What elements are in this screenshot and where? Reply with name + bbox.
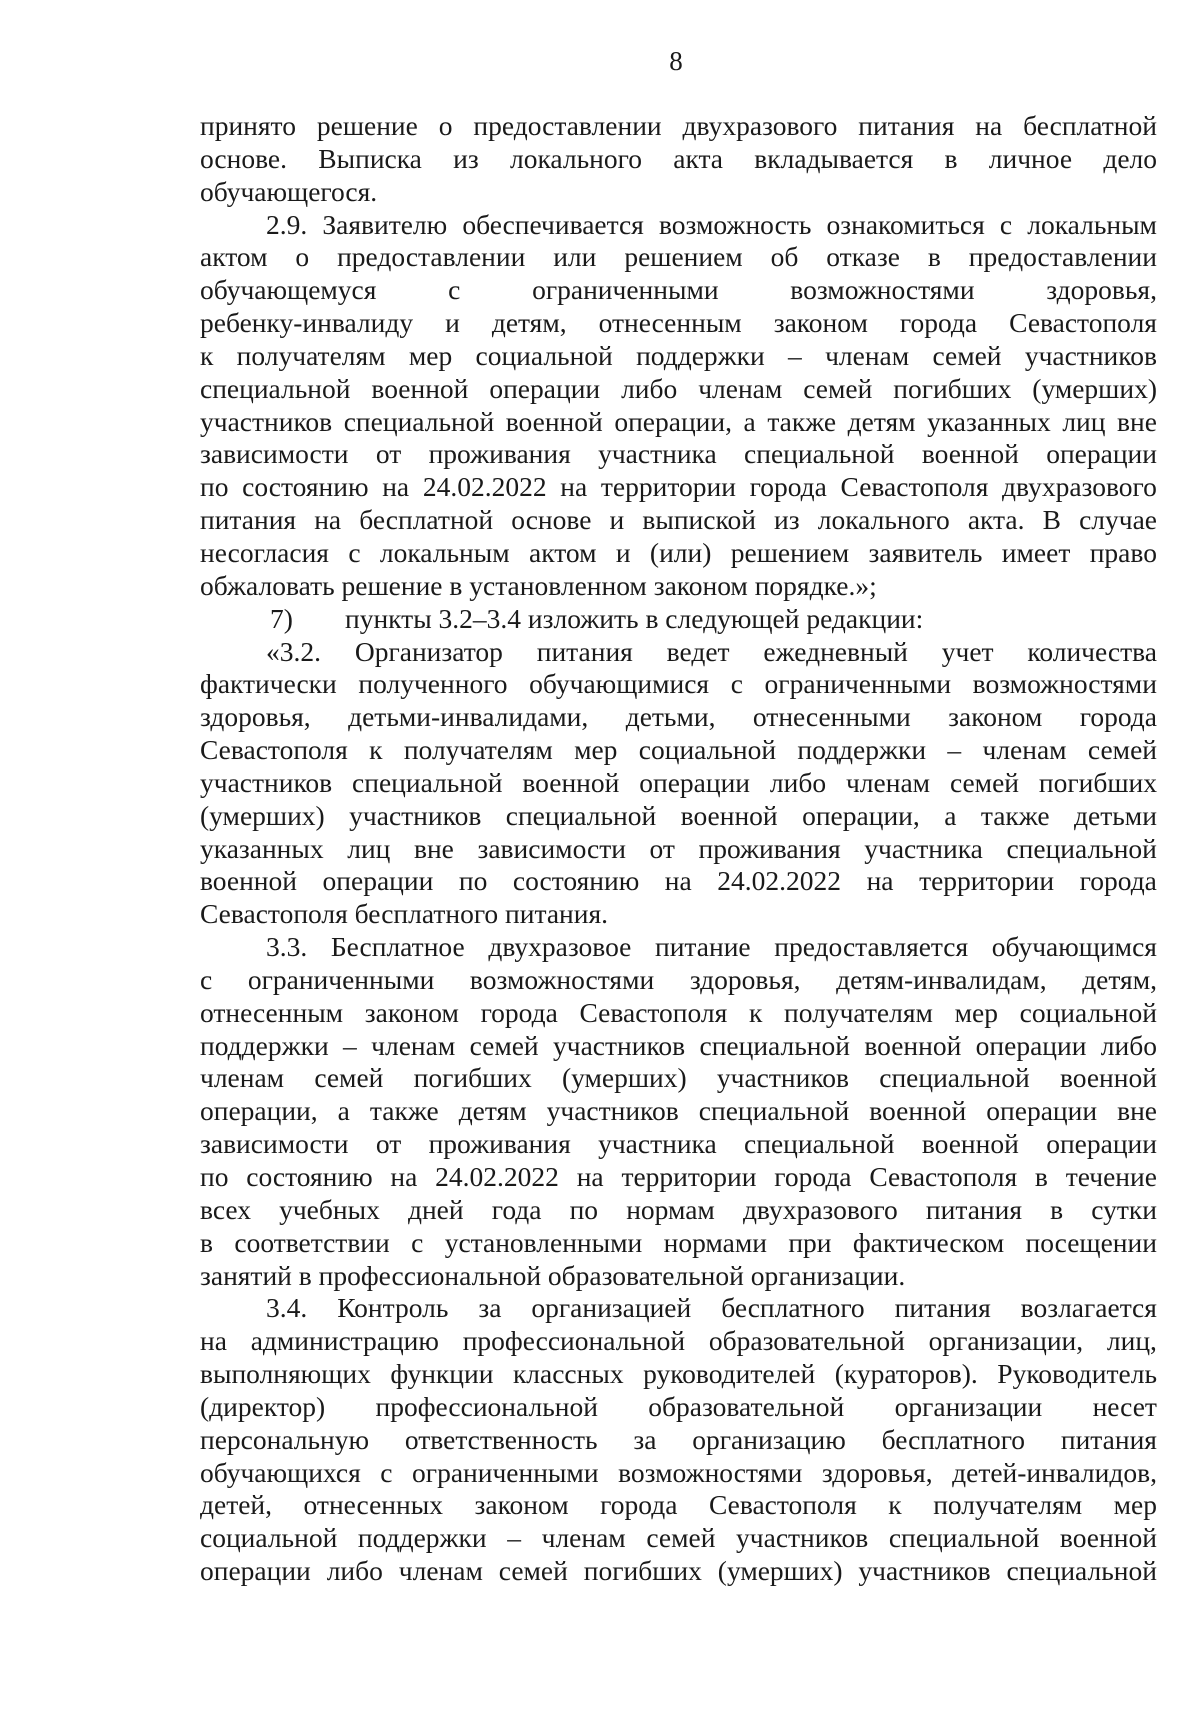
text-line: операции либо членам семей погибших (умерших) участников специальной [200, 1555, 1157, 1587]
text-line: персональную ответственность за организацию бесплатного питания [200, 1423, 1157, 1455]
text-line: обучающемуся с ограниченными возможностями здоровья, [200, 274, 1157, 306]
text-line: участников специальной военной операции либо членам семей погибших [200, 766, 1157, 798]
text-line: выполняющих функции классных руководителей (кураторов). Руководитель [200, 1358, 1157, 1390]
text-line: указанных лиц вне зависимости от проживания участника специальной [200, 832, 1157, 864]
text-line: Севастополя к получателям мер социальной поддержки – членам семей [200, 734, 1157, 766]
text-line: поддержки – членам семей участников специальной военной операции либо [200, 1029, 1157, 1061]
text-line: участников специальной военной операции, а также детям указанных лиц вне [200, 405, 1157, 437]
text-line: по состоянию на 24.02.2022 на территории города Севастополя в течение [200, 1161, 1157, 1192]
text-line: зависимости от проживания участника специальной военной операции [200, 1128, 1157, 1160]
text-line: «3.2. Организатор питания ведет ежедневный учет количества [266, 635, 1157, 667]
text-line: отнесенным законом города Севастополя к получателям мер социальной [200, 996, 1157, 1028]
text-line: Севастополя бесплатного питания. [200, 898, 608, 930]
text-line: членам семей погибших (умерших) участников специальной военной [200, 1062, 1157, 1094]
list-item-number: 7) [270, 602, 293, 634]
document-body [200, 110, 1157, 1588]
text-line: всех учебных дней года по нормам двухразового питания в сутки [200, 1193, 1157, 1225]
page-number: 8 [669, 46, 683, 76]
text-line: к получателям мер социальной поддержки – членам семей участников [200, 339, 1157, 371]
text-line: обучающегося. [200, 175, 378, 207]
text-line: 2.9. Заявителю обеспечивается возможность ознакомиться с локальным [266, 208, 1157, 240]
text-line: (директор) профессиональной образовательной организации несет [200, 1390, 1157, 1422]
text-line: 3.3. Бесплатное двухразовое питание предоставляется обучающимся [266, 931, 1157, 963]
text-line: социальной поддержки – членам семей участников специальной военной [200, 1522, 1157, 1554]
text-line: обучающихся с ограниченными возможностями здоровья, детей-инвалидов, [200, 1456, 1157, 1488]
text-line: с ограниченными возможностями здоровья, детям-инвалидам, детям, [200, 963, 1157, 995]
text-line [200, 603, 1157, 636]
text-line: операции, а также детям участников специальной военной операции вне [200, 1095, 1157, 1127]
text-line: военной операции по состоянию на 24.02.2022 на территории города [200, 865, 1157, 897]
text-line: (умерших) участников специальной военной операции, а также детьми [200, 799, 1157, 831]
text-line: занятий в профессиональной образовательной организации. [200, 1259, 906, 1291]
text-line: специальной военной операции либо членам семей погибших (умерших) [200, 372, 1157, 404]
text-line: в соответствии с установленными нормами при фактическом посещении [200, 1226, 1157, 1258]
text-line: по состоянию на 24.02.2022 на территории города Севастополя двухразового [200, 471, 1157, 503]
text-line: зависимости от проживания участника специальной военной операции [200, 438, 1157, 470]
text-line: фактически полученного обучающимися с ограниченными возможностями [200, 668, 1157, 700]
text-line: питания на бесплатной основе и выпиской из локального акта. В случае [200, 504, 1157, 536]
text-line: принято решение о предоставлении двухразового питания на бесплатной [200, 110, 1157, 141]
text-line: на администрацию профессиональной образовательной организации, лиц, [200, 1325, 1157, 1357]
text-line: несогласия с локальным актом и (или) решением заявитель имеет право [200, 536, 1157, 568]
text-line: здоровья, детьми-инвалидами, детьми, отнесенными законом города [200, 701, 1157, 733]
text-line: основе. Выписка из локального акта вкладывается в личное дело [200, 142, 1157, 174]
text-line: обжаловать решение в установленном законом порядке.»; [200, 569, 877, 601]
list-item-text: пункты 3.2–3.4 изложить в следующей редакции: [345, 602, 924, 634]
text-line: актом о предоставлении или решением об отказе в предоставлении [200, 241, 1157, 273]
text-line: 3.4. Контроль за организацией бесплатного питания возлагается [266, 1292, 1157, 1324]
text-line: ребенку-инвалиду и детям, отнесенным законом города Севастополя [200, 307, 1157, 339]
text-line: детей, отнесенных законом города Севастополя к получателям мер [200, 1489, 1157, 1521]
